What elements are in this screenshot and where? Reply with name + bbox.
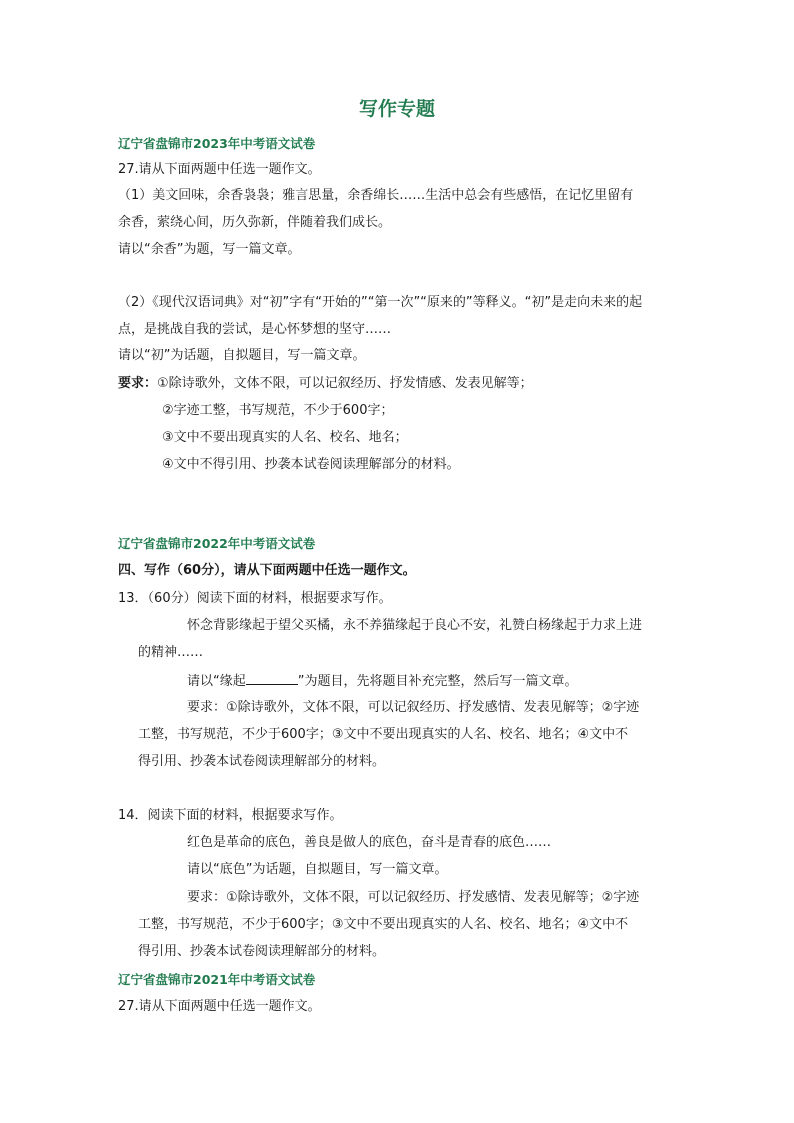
requirement-1: ①除诗歌外，文体不限，可以记叙经历、抒发情感、发表见解等； xyxy=(157,376,533,391)
requirements-row1 xyxy=(118,374,533,394)
source-2021: 辽宁省盘锦市2021年中考语文试卷 xyxy=(118,972,316,987)
q13-requirements-line2: 工整，书写规范，不少于600字；③文中不要出现真实的人名、校名、地名；④文中不 xyxy=(138,727,629,742)
prompt2-line2: 点，是挑战自我的尝试，是心怀梦想的坚守…… xyxy=(118,322,392,337)
page-title: 写作专题 xyxy=(358,98,435,120)
q27-intro-2021: 27.请从下面两题中任选一题作文。 xyxy=(118,999,321,1014)
requirement-4: ④文中不得引用、抄袭本试卷阅读理解部分的材料。 xyxy=(162,457,460,472)
q14-material: 红色是革命的底色，善良是做人的底色，奋斗是青春的底色…… xyxy=(187,835,552,850)
fill-in-blank xyxy=(246,670,298,685)
q14-intro: 14．阅读下面的材料，根据要求写作。 xyxy=(118,808,343,823)
q13-intro: 13．（60分）阅读下面的材料，根据要求写作。 xyxy=(118,591,392,606)
q14-requirements-line3: 得引用、抄袭本试卷阅读理解部分的材料。 xyxy=(138,944,386,959)
q13-task xyxy=(187,670,578,692)
section-heading-writing: 四、写作（60分），请从下面两题中任选一题作文。 xyxy=(118,563,416,578)
q13-requirements-line1: 要求：①除诗歌外，文体不限，可以记叙经历、抒发感情、发表见解等；②字迹 xyxy=(187,700,640,715)
source-2023: 辽宁省盘锦市2023年中考语文试卷 xyxy=(118,136,316,151)
q14-requirements-line2: 工整，书写规范，不少于600字；③文中不要出现真实的人名、校名、地名；④文中不 xyxy=(138,917,629,932)
q13-material-line1: 怀念背影缘起于望父买橘，永不养猫缘起于良心不安，礼赞白杨缘起于力求上进 xyxy=(187,618,643,633)
q14-requirements-line1: 要求：①除诗歌外，文体不限，可以记叙经历、抒发感情、发表见解等；②字迹 xyxy=(187,890,640,905)
q27-intro-2023: 27.请从下面两题中任选一题作文。 xyxy=(118,162,321,177)
source-2022: 辽宁省盘锦市2022年中考语文试卷 xyxy=(118,536,316,551)
prompt1-line1: （1）美文回味，余香袅袅；雅言思量，余香绵长……生活中总会有些感悟，在记忆里留有 xyxy=(118,188,634,203)
requirement-2: ②字迹工整，书写规范，不少于600字； xyxy=(162,403,394,418)
prompt2-line3: 请以“初”为话题，自拟题目，写一篇文章。 xyxy=(118,348,366,363)
q14-task: 请以“底色”为话题，自拟题目，写一篇文章。 xyxy=(187,862,448,877)
prompt2-line1: （2）《现代汉语词典》对“初”字有“开始的”“第一次”“原来的”等释义。“初”是走向未来的起 xyxy=(118,295,643,310)
requirements-label: 要求： xyxy=(118,376,158,391)
q13-material-line2: 的精神…… xyxy=(138,645,204,660)
prompt1-line3: 请以“余香”为题，写一篇文章。 xyxy=(118,242,301,257)
q13-requirements-line3: 得引用、抄袭本试卷阅读理解部分的材料。 xyxy=(138,754,386,769)
q13-task-end: ”为题目，先将题目补充完整，然后写一篇文章。 xyxy=(297,674,578,689)
prompt1-line2: 余香，萦绕心间，历久弥新，伴随着我们成长。 xyxy=(118,215,392,230)
requirement-3: ③文中不要出现真实的人名、校名、地名； xyxy=(162,430,408,445)
q13-task-start: 请以“缘起 xyxy=(187,674,246,689)
